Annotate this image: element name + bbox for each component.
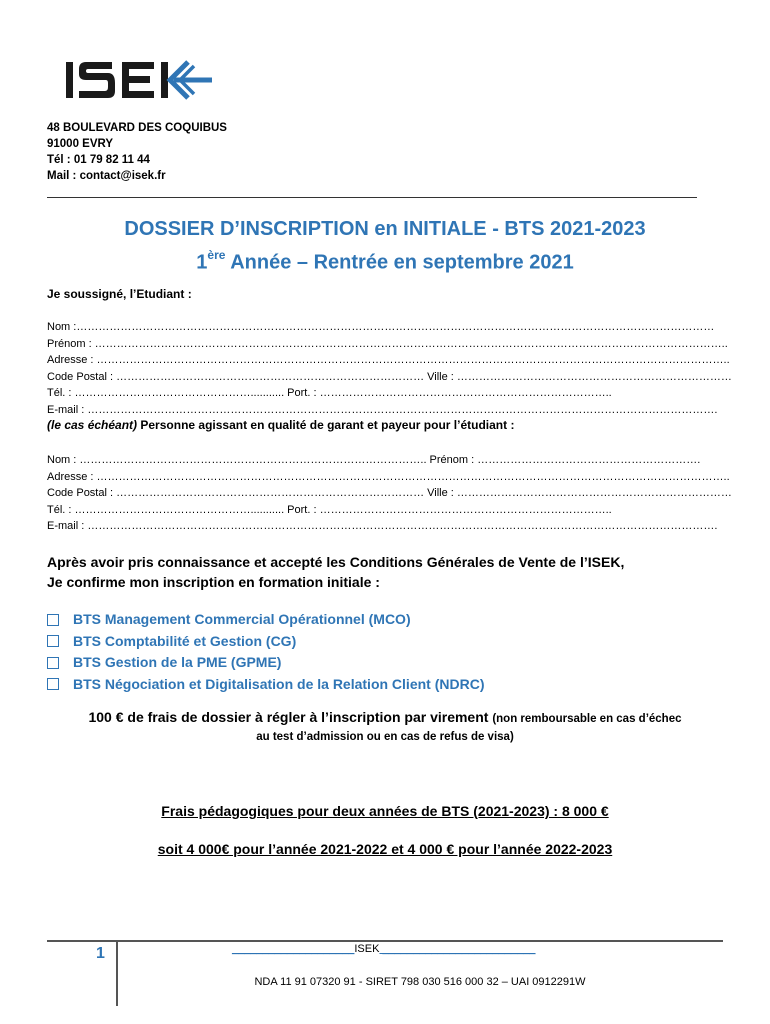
program-label: BTS Gestion de la PME (GPME)	[73, 654, 282, 670]
tuition-total: Frais pédagogiques pour deux années de BTS (2021-2023) : 8 000 €	[161, 803, 609, 819]
document-title: DOSSIER D’INSCRIPTION en INITIALE - BTS 2021-2023	[124, 218, 646, 240]
footer-vertical-divider	[116, 940, 118, 1006]
program-label: BTS Management Commercial Opérationnel (MCO)	[73, 611, 411, 627]
guarantor-phone-field[interactable]: Tél. : …………………………………………........... Port. : ……………………………………………………………………..	[47, 503, 612, 516]
student-email-field[interactable]: E-mail : ……………………………………………………………………………………………………………………………………………………….	[47, 403, 718, 416]
program-option-gpme[interactable]	[47, 652, 484, 674]
guarantor-heading: (le cas échéant) Personne agissant en qualité de garant et payeur pour l’étudiant :	[47, 418, 515, 432]
student-form	[47, 319, 732, 418]
checkbox-icon[interactable]	[47, 614, 59, 626]
program-option-ndrc[interactable]	[47, 674, 484, 696]
guarantor-email-field[interactable]: E-mail : ……………………………………………………………………………………………………………………………………………………….	[47, 520, 718, 532]
company-address	[47, 120, 227, 184]
address-email: Mail : contact@isek.fr	[47, 170, 166, 182]
program-choices	[47, 609, 484, 695]
confirmation-line-1: Après avoir pris connaissance et accepté les Conditions Générales de Vente de l’ISEK,	[47, 554, 625, 570]
guarantor-address-field[interactable]: Adresse : ………………………………………………………………………………………………………………………………………………………..	[47, 470, 730, 483]
footer-divider	[47, 940, 723, 942]
guarantor-postal-city-field[interactable]: Code Postal : ………………………………………………………………………… Ville : …………………………………………………………………	[47, 487, 732, 499]
student-phone-field[interactable]: Tél. : …………………………………………........... Port. : ……………………………………………………………………..	[47, 387, 612, 399]
address-phone: Tél : 01 79 82 11 44	[47, 154, 150, 166]
program-option-cg[interactable]	[47, 631, 484, 653]
guarantor-form	[47, 452, 732, 535]
isek-logo	[64, 58, 214, 104]
student-postal-city-field[interactable]: Code Postal : ………………………………………………………………………… Ville : …………………………………………………………………	[47, 370, 732, 383]
footer-isek: ____________________ISEK _________________________	[232, 943, 536, 955]
student-heading: Je soussigné, l’Etudiant :	[47, 287, 192, 301]
student-firstname-field[interactable]: Prénom : ………………………………………………………………………………………………………………………………………………………..	[47, 337, 728, 350]
footer-legal-info: NDA 11 91 07320 91 - SIRET 798 030 516 000 32 – UAI 0912291W	[254, 976, 586, 988]
student-address-field[interactable]: Adresse : ………………………………………………………………………………………………………………………………………………………..	[47, 354, 730, 366]
tuition-breakdown: soit 4 000€ pour l’année 2021-2022 et 4 000 € pour l’année 2022-2023	[157, 841, 613, 857]
document-subtitle: 1ère Année – Rentrée en septembre 2021	[196, 248, 574, 274]
program-option-mco[interactable]	[47, 609, 484, 631]
program-label: BTS Négociation et Digitalisation de la Relation Client (NDRC)	[73, 675, 485, 692]
guarantor-name-field[interactable]: Nom : ………………………………………………………………………………….. Prénom : …………………………………………………….	[47, 454, 701, 466]
program-label: BTS Comptabilité et Gestion (CG)	[73, 632, 297, 649]
application-fee-note: au test d’admission ou en cas de refus de visa)	[256, 731, 514, 743]
header-divider	[47, 197, 697, 198]
checkbox-icon[interactable]	[47, 678, 59, 690]
confirmation-line-2: Je confirme mon inscription en formation initiale :	[47, 574, 380, 590]
application-fee: 100 € de frais de dossier à régler à l’inscription par virement (non remboursable en cas d’échec	[88, 709, 682, 725]
address-street: 48 BOULEVARD DES COQUIBUS	[47, 122, 227, 134]
page-number: 1	[96, 945, 105, 962]
confirmation-text	[47, 552, 624, 592]
student-name-field[interactable]: Nom :…………………………………………………………………………………………………………………………………………………………	[47, 321, 715, 333]
checkbox-icon[interactable]	[47, 635, 59, 647]
checkbox-icon[interactable]	[47, 657, 59, 669]
address-city: 91000 EVRY	[47, 138, 114, 150]
